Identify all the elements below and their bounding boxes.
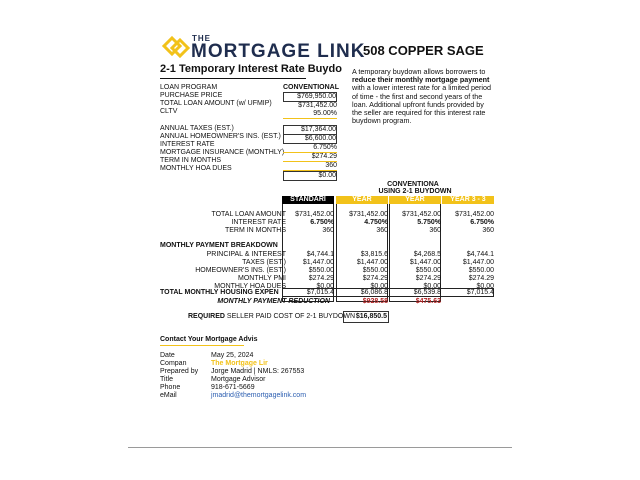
cell: $1,447.00 — [356, 259, 388, 266]
reduction-year2: $475.63 — [415, 298, 441, 305]
standard-breakdown — [282, 251, 334, 291]
brand-small: THE — [192, 34, 211, 43]
cell: $3,815.6 — [360, 251, 388, 258]
intro-line: of time - the first and second years of the — [352, 91, 483, 101]
cell: $4,268.5 — [413, 251, 441, 258]
contact-title-value: Mortgage Advisor — [211, 376, 266, 383]
cost-value: 360 — [283, 162, 337, 171]
cost-label: MORTGAGE INSURANCE (MONTHLY) — [160, 149, 285, 156]
logo — [162, 35, 190, 61]
intro-line: with a lower interest rate for a limited period — [352, 83, 492, 93]
total-year3: $7,015.4 — [466, 289, 494, 296]
contact-label: Date — [160, 352, 175, 359]
contact-label: Phone — [160, 384, 181, 391]
cell: $731,452.00 — [295, 211, 334, 218]
cell: $550.00 — [468, 267, 494, 274]
cell: $731,452.00 — [402, 211, 441, 218]
cell: $1,447.00 — [302, 259, 334, 266]
required-cost-value: $16,850.5 — [343, 311, 389, 323]
loan-info-values — [283, 84, 337, 119]
intro-line: loan. Additional upfront funds provided by — [352, 99, 484, 109]
intro-line: the seller are required for this interest rate — [352, 108, 486, 118]
cell: $731,452.00 — [455, 211, 494, 218]
contact-email-link[interactable]: jmadrid@themortgagelink.com — [211, 392, 307, 399]
cost-values — [283, 125, 337, 181]
property-address: 508 COPPER SAGE — [363, 43, 484, 58]
cell: $4,744.1 — [306, 251, 334, 258]
compare-top-labels — [160, 211, 286, 235]
required-cost-line — [188, 313, 355, 321]
column-header-year3: YEAR 3 - 3 — [442, 196, 494, 204]
document-title: 2-1 Temporary Interest Rate Buydo — [160, 63, 342, 75]
cell: $274.29 — [362, 275, 388, 282]
cell: $1,447.00 — [462, 259, 494, 266]
cost-label: ANNUAL TAXES (EST.) — [160, 125, 234, 132]
cost-label: ANNUAL HOMEOWNER'S INS. (EST.) — [160, 133, 281, 140]
loan-info-label: LOAN PROGRAM — [160, 84, 218, 91]
title-underline — [160, 78, 306, 79]
contact-label: Prepared by — [160, 368, 199, 375]
row-label: HOMEOWNER'S INS. (EST.) — [195, 267, 286, 274]
standard-top-values — [282, 211, 334, 235]
loan-info-label: TOTAL LOAN AMOUNT (w/ UFMIP) — [160, 100, 272, 107]
row-label: TOTAL LOAN AMOUNT — [211, 211, 286, 218]
breakdown-labels — [160, 251, 286, 291]
cost-value: 6.750% — [283, 144, 337, 153]
total-year1: $6,086.8 — [360, 289, 388, 296]
year2-top-values — [389, 211, 441, 235]
cell: 360 — [322, 227, 334, 234]
year3-top-values — [442, 211, 494, 235]
reduction-year1: $928.58 — [362, 298, 388, 305]
cell: $550.00 — [308, 267, 334, 274]
loan-info-label: CLTV — [160, 108, 178, 115]
purchase-price-value: $769,950.00 — [283, 93, 337, 102]
year2-breakdown — [389, 251, 441, 291]
contact-date: May 25, 2024 — [211, 352, 254, 359]
cost-value: $17,364.00 — [283, 125, 337, 135]
contact-title: Contact Your Mortgage Advis — [160, 336, 258, 343]
cell: $0.00 — [316, 283, 334, 290]
contact-label: Title — [160, 376, 173, 383]
loan-info-labels — [160, 84, 272, 116]
cost-value: $6,600.00 — [283, 135, 337, 144]
cost-label: TERM IN MONTHS — [160, 157, 222, 164]
cell: 5.750% — [417, 219, 441, 226]
cell: $1,447.00 — [409, 259, 441, 266]
total-year2: $6,539.8 — [413, 289, 441, 296]
compare-subtitle: USING 2-1 BUYDOWN — [378, 188, 452, 195]
contact-label: eMail — [160, 392, 177, 399]
contact-phone: 918-671-5669 — [211, 384, 255, 391]
cell: 6.750% — [470, 219, 494, 226]
contact-prepared-by: Jorge Madrid | NMLS: 267553 — [211, 368, 305, 375]
cell: 360 — [429, 227, 441, 234]
year1-breakdown — [336, 251, 388, 291]
cell: 360 — [482, 227, 494, 234]
cell: 6.750% — [310, 219, 334, 226]
contact-label: Compan — [160, 360, 187, 367]
column-header-year2: YEAR — [389, 196, 441, 204]
cost-value: $274.29 — [283, 153, 337, 162]
cell: $0.00 — [423, 283, 441, 290]
row-label: INTEREST RATE — [231, 219, 286, 226]
intro-line: A temporary buydown allows borrowers to — [352, 67, 486, 76]
loan-program-value: CONVENTIONAL — [283, 84, 339, 91]
cell: $550.00 — [415, 267, 441, 274]
row-label: MONTHLY PMI — [238, 275, 286, 282]
loan-amount-value: $731,452.00 — [298, 102, 337, 109]
contact-values — [211, 352, 306, 400]
contact-title-underline — [160, 345, 244, 346]
cell: 360 — [376, 227, 388, 234]
year3-breakdown — [442, 251, 494, 291]
intro-line-bold: reduce their monthly mortgage payment — [352, 75, 490, 85]
cell: $0.00 — [370, 283, 388, 290]
cltv-value: 95.00% — [283, 110, 337, 119]
row-label: PRINCIPAL & INTEREST — [206, 251, 286, 258]
contact-labels — [160, 352, 198, 400]
cell: $4,744.1 — [466, 251, 494, 258]
brand-name: MORTGAGE LINK — [191, 41, 366, 62]
intro-line: buydown program. — [352, 116, 412, 126]
footer-divider — [128, 447, 512, 448]
reduction-label: MONTHLY PAYMENT REDUCTION — [217, 298, 330, 305]
diamond-logo-icon — [162, 35, 190, 61]
cost-labels — [160, 125, 284, 173]
cell: $731,452.00 — [349, 211, 388, 218]
year1-top-values — [336, 211, 388, 235]
column-header-year1: YEAR — [336, 196, 388, 204]
cell: $274.29 — [468, 275, 494, 282]
cell: $274.29 — [308, 275, 334, 282]
intro-paragraph — [352, 68, 491, 125]
cell: 4.750% — [364, 219, 388, 226]
total-standard: $7,015.4 — [306, 289, 334, 296]
cost-label: MONTHLY HOA DUES — [160, 165, 232, 172]
required-bold: REQUIRED — [188, 313, 225, 320]
cost-label: INTEREST RATE — [160, 141, 215, 148]
cost-value: $0.00 — [283, 171, 337, 181]
total-label: TOTAL MONTHLY HOUSING EXPEN — [160, 289, 279, 296]
cell: $0.00 — [476, 283, 494, 290]
breakdown-title: MONTHLY PAYMENT BREAKDOWN — [160, 242, 278, 249]
row-label: TAXES (EST.) — [242, 259, 286, 266]
contact-company: The Mortgage Lir — [211, 360, 268, 367]
row-label: MONTHLY HOA DUES — [214, 283, 286, 290]
loan-info-label: PURCHASE PRICE — [160, 92, 223, 99]
cell: $550.00 — [362, 267, 388, 274]
column-header-standard: STANDARI — [282, 196, 334, 204]
row-label: TERM IN MONTHS — [224, 227, 286, 234]
required-text: SELLER PAID COST OF 2-1 BUYDOWN — [226, 313, 356, 320]
compare-title: CONVENTIONA — [387, 181, 439, 188]
cell: $274.29 — [415, 275, 441, 282]
